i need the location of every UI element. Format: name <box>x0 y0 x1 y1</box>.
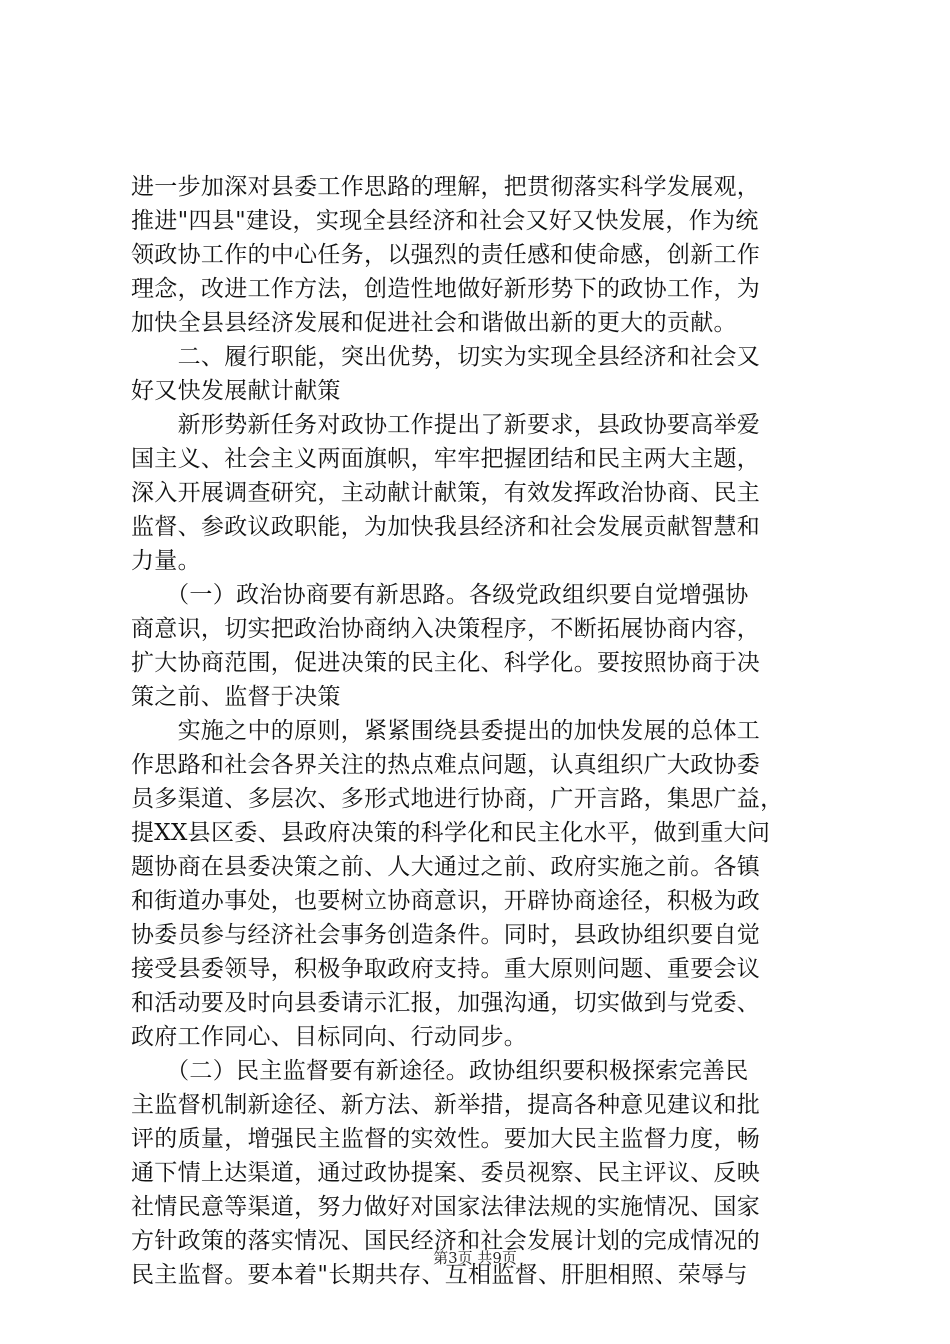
document-body <box>131 170 831 1292</box>
text-line: 作思路和社会各界关注的热点难点问题，认真组织广大政协委 <box>131 752 761 778</box>
text-line: 加快全县县经济发展和促进社会和谐做出新的更大的贡献。 <box>131 310 737 336</box>
text-line: 协委员参与经济社会事务创造条件。同时，县政协组织要自觉 <box>131 922 761 948</box>
text-line: （一）政治协商要有新思路。各级党政组织要自觉增强协 <box>131 582 749 608</box>
text-line: 方针政策的落实情况、国民经济和社会发展计划的完成情况的 <box>131 1228 761 1254</box>
text-line: （二）民主监督要有新途径。政协组织要积极探索完善民 <box>131 1058 749 1084</box>
page-footer: 第3页 共9页 <box>433 1249 517 1267</box>
text-line: 二、履行职能，突出优势，切实为实现全县经济和社会又 <box>131 344 761 370</box>
text-line: 推进"四县"建设，实现全县经济和社会又好又快发展，作为统 <box>131 208 759 234</box>
text-line: 监督、参政议政职能，为加快我县经济和社会发展贡献智慧和 <box>131 514 761 540</box>
text-line: 深入开展调查研究，主动献计献策，有效发挥政治协商、民主 <box>131 480 761 506</box>
text-line: 扩大协商范围，促进决策的民主化、科学化。要按照协商于决 <box>131 650 761 676</box>
text-line: 策之前、监督于决策 <box>131 684 341 710</box>
text-line: 评的质量，增强民主监督的实效性。要加大民主监督力度，畅 <box>131 1126 761 1152</box>
text-line: 接受县委领导，积极争取政府支持。重大原则问题、重要会议 <box>131 956 761 982</box>
text-line: 社情民意等渠道，努力做好对国家法律法规的实施情况、国家 <box>131 1194 761 1220</box>
text-line: 新形势新任务对政协工作提出了新要求，县政协要高举爱 <box>131 412 761 438</box>
text-line: 题协商在县委决策之前、人大通过之前、政府实施之前。各镇 <box>131 854 761 880</box>
text-line: 提XX县区委、县政府决策的科学化和民主化水平，做到重大问 <box>131 820 771 846</box>
text-line: 通下情上达渠道，通过政协提案、委员视察、民主评议、反映 <box>131 1160 761 1186</box>
text-line: 国主义、社会主义两面旗帜，牢牢把握团结和民主两大主题， <box>131 446 761 472</box>
text-line: 力量。 <box>131 548 201 574</box>
text-line: 和街道办事处，也要树立协商意识，开辟协商途径，积极为政 <box>131 888 761 914</box>
text-line: 员多渠道、多层次、多形式地进行协商，广开言路，集思广益， <box>131 786 784 812</box>
text-line: 政府工作同心、目标同向、行动同步。 <box>131 1024 528 1050</box>
text-line: 好又快发展献计献策 <box>131 378 341 404</box>
text-line: 主监督机制新途径、新方法、新举措，提高各种意见建议和批 <box>131 1092 761 1118</box>
text-line: 商意识，切实把政治协商纳入决策程序，不断拓展协商内容， <box>131 616 761 642</box>
text-line: 进一步加深对县委工作思路的理解，把贯彻落实科学发展观， <box>131 174 761 200</box>
text-line: 和活动要及时向县委请示汇报，加强沟通，切实做到与党委、 <box>131 990 761 1016</box>
text-line: 实施之中的原则，紧紧围绕县委提出的加快发展的总体工 <box>131 718 761 744</box>
text-line: 民主监督。要本着"长期共存、互相监督、肝胆相照、荣辱与 <box>131 1262 748 1288</box>
text-line: 理念，改进工作方法，创造性地做好新形势下的政协工作，为 <box>131 276 761 302</box>
text-line: 领政协工作的中心任务，以强烈的责任感和使命感，创新工作 <box>131 242 761 268</box>
